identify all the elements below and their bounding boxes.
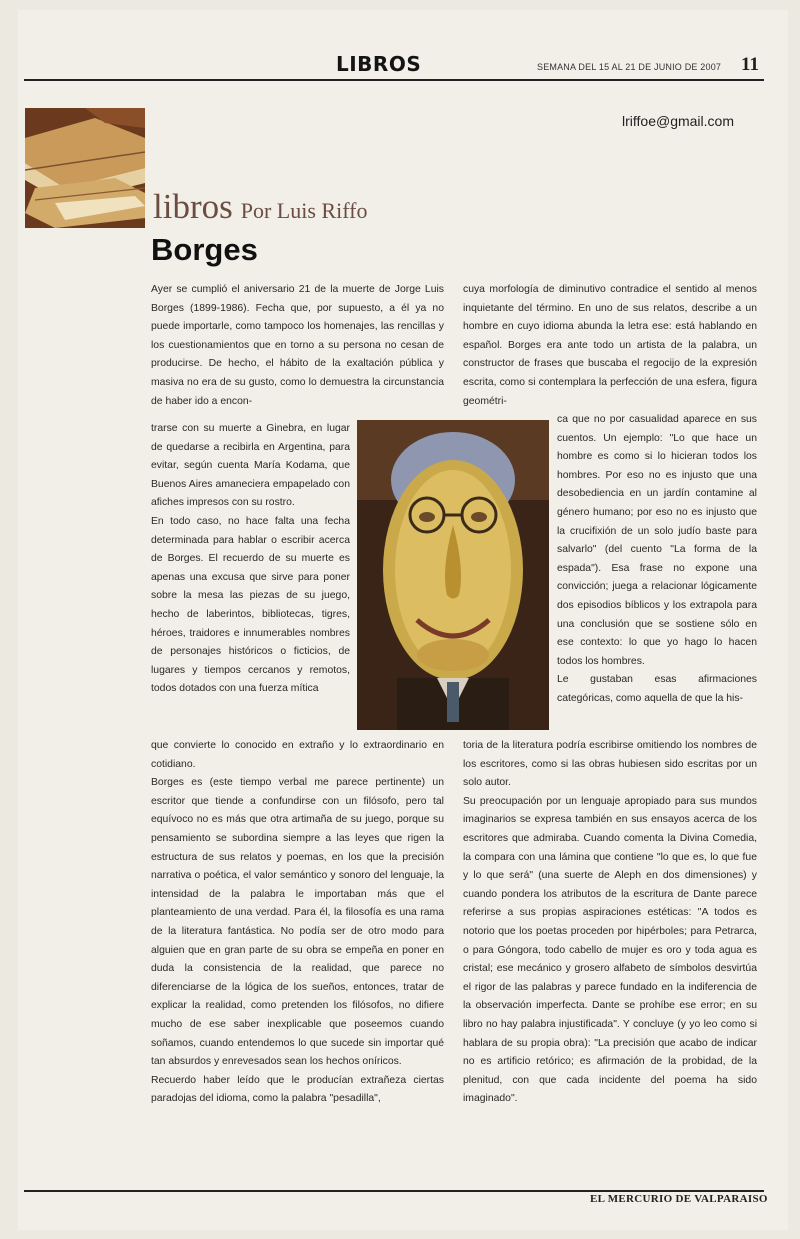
author-email: lriffoe@gmail.com xyxy=(622,113,734,129)
paragraph: Recuerdo haber leído que le producían extrañeza ciertas paradojas del idioma, como la palabra "pesadilla", xyxy=(151,1074,444,1105)
rubric-word: libros xyxy=(153,187,233,226)
page-number: 11 xyxy=(741,54,759,75)
paragraph: Borges es (este tiempo verbal me parece pertinente) un escritor que tiende a confundirse con un filósofo, pero tal equívoco no es más que otra artimaña de su juego, porque su pensamiento se subordina siempre a las leyes que rigen la estructura de sus relatos y poemas, en los que la precisión narrativa o poética, el valor semántico y sonoro del lenguaje, la intensidad de la palabra le importaban más que el planteamiento de una verdad. Para él, la filosofía es una rama de la literatura fantástica. No podía ser de otro modo para alguien que en gran parte de su obra se empeña en poner en duda la consistencia de la realidad, que parece no diferenciarse de la lógica de los sueños, entonces, tratar de explicar la realidad, como pretenden los filósofos, no difiere mucho de ese saber inexplicable que poseemos cuando soñamos, cuando entendemos lo que sucede sin importar qué tan absurdos y enrevesados sean los hechos oníricos. xyxy=(151,777,444,1068)
section-title: LIBROS xyxy=(336,52,422,76)
column-1-top xyxy=(151,281,444,411)
books-photo xyxy=(25,108,145,228)
paragraph: cuya morfología de diminutivo contradice el sentido al menos inquietante del término. En uno de sus relatos, describe a un hombre en cuyo idioma abunda la letra ese: está hablando en español. Borges era ante todo un artista de la palabra, un constructor de frases que buscaba el regocijo de la expresión escrita, como si contemplara la perfección de una esfera, figura geométri- xyxy=(463,284,757,407)
paragraph: Le gustaban esas afirmaciones categóricas, como aquella de que la his- xyxy=(557,674,757,704)
paragraph: trarse con su muerte a Ginebra, en lugar de quedarse a recibirla en Argentina, para evitar, según cuenta María Kodama, que Buenos Aires amaneciera empapelado con afiches impresos con su rostro. xyxy=(151,423,350,509)
publication-name: EL MERCURIO DE VALPARAISO xyxy=(590,1193,768,1205)
paragraph: ca que no por casualidad aparece en sus cuentos. Un ejemplo: "Lo que hace un hombre es como si lo hicieran todos los hombres. Por eso no es injusto que una desobediencia en un jardín contamine al género humano; por eso no es injusto que la crucifixión de un solo judío baste para salvarlo" (del cuento "La forma de la espada"). Esa frase no expone una convicción; juega a relacionar lógicamente dos episodios bíblicos y los extrapola para una conclusión que se sostiene sólo en ese contexto: lo que yo hago lo hacen todos los hombres. xyxy=(557,414,757,667)
column-1-wrap xyxy=(151,420,350,699)
article-headline: Borges xyxy=(151,232,258,267)
column-2-top xyxy=(463,281,757,411)
column-2-wrap xyxy=(557,411,757,709)
paragraph: Ayer se cumplió el aniversario 21 de la muerte de Jorge Luis Borges (1899-1986). Fecha que, por supuesto, a él ya no puede importarle, como tampoco los homenajes, las rencillas y los cuestionamientos que en torno a su persona no cesan de producirse. De hecho, el hábito de la exaltación pública y masiva no era de su gusto, como lo demuestra la circunstancia de haber ido a encon- xyxy=(151,284,444,407)
issue-date: SEMANA DEL 15 AL 21 DE JUNIO DE 2007 xyxy=(537,62,722,72)
paragraph: Su preocupación por un lenguaje apropiado para sus mundos imaginarios se expresa también en sus ensayos acerca de los escritores que admiraba. Cuando comenta la Divina Comedia, la compara con una lámina que contiene "lo que es, lo que fue y lo que será" (una suerte de Aleph en dos dimensiones) y cuando pondera los atributos de la escritura de Dante parece referirse a sus propias aspiraciones estéticas: "A todos es notorio que los poetas proceden por hipérboles; para Petrarca, o para Góngora, todo cabello de mujer es oro y toda agua es cristal; ese mecánico y grosero alfabeto de símbolos desvirtúa el rigor de las palabras y parece fundado en la indiferencia de la observación imperfecta. Dante se prohíbe ese error; en su libro no hay palabra injustificada". Y concluye (y yo leo como si hablara de su propia obra): "La precisión que acabo de indicar no es artificio retórico; es afirmación de la probidad, de la plenitud, con que cada incidente del poema ha sido imaginado". xyxy=(463,795,757,1105)
paragraph: que convierte lo conocido en extraño y lo extraordinario en cotidiano. xyxy=(151,740,444,770)
borges-caricature xyxy=(357,420,549,730)
footer-rule xyxy=(24,1190,764,1192)
column-1-bottom xyxy=(151,737,444,1109)
paragraph: toria de la literatura podría escribirse omitiendo los nombres de los escritores, como si las obras hubiesen sido escritas por un solo autor. xyxy=(463,740,757,789)
column-2-bottom xyxy=(463,737,757,1109)
column-rubric xyxy=(153,187,367,227)
paragraph: En todo caso, no hace falta una fecha determinada para hablar o escribir acerca de Borges. El recuerdo de su muerte es apenas una excusa que sirve para poner sobre la mesa las piezas de su juego, hecho de laberintos, bibliotecas, tigres, héroes, traidores e innumerables nombres de personajes históricos o ficticios, de lugares y tiempos cercanos y remotos, todos dotados con una fuerza mítica xyxy=(151,515,350,695)
header-rule xyxy=(24,79,764,81)
byline: Por Luis Riffo xyxy=(240,198,368,223)
